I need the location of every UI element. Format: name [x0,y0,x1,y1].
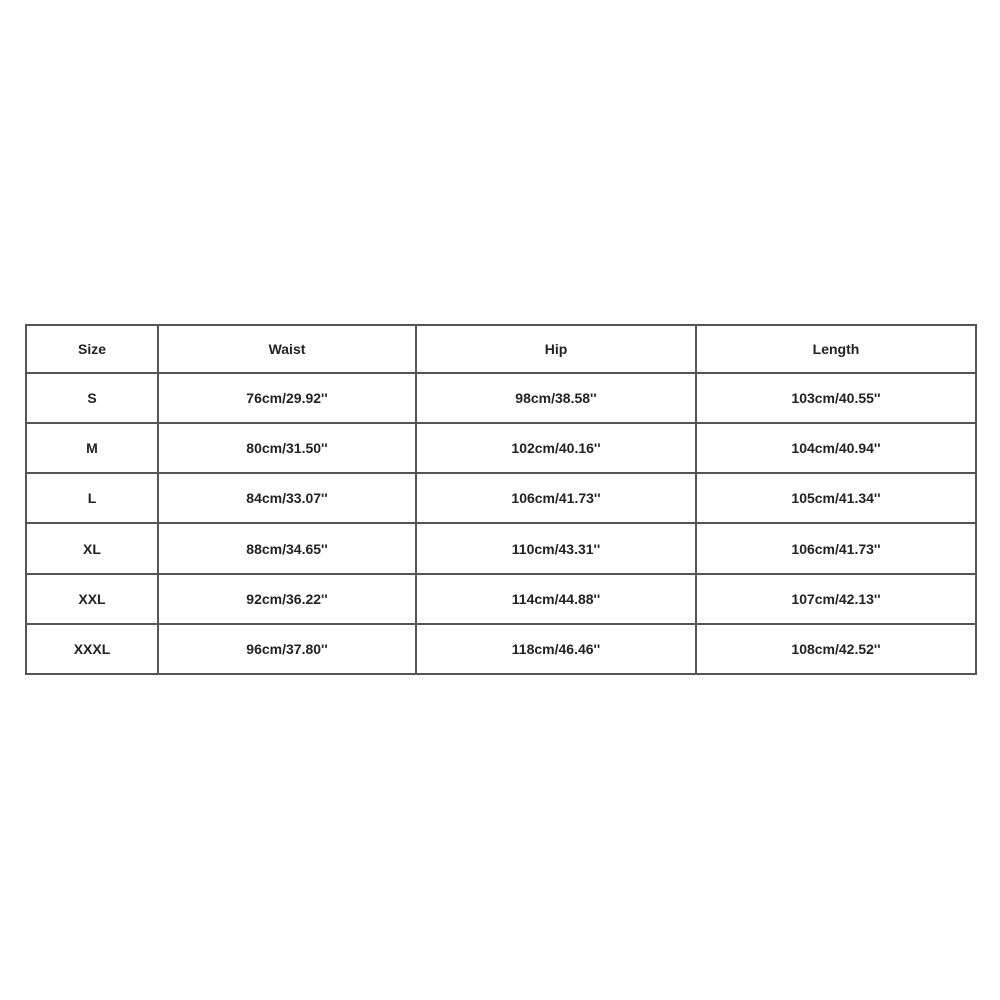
header-length: Length [696,325,976,373]
cell-size: L [26,473,158,523]
cell-hip: 114cm/44.88'' [416,574,696,624]
cell-length: 104cm/40.94'' [696,423,976,473]
cell-waist: 80cm/31.50'' [158,423,416,473]
cell-waist: 76cm/29.92'' [158,373,416,423]
cell-hip: 106cm/41.73'' [416,473,696,523]
cell-waist: 92cm/36.22'' [158,574,416,624]
table-header-row [26,325,976,373]
cell-waist: 88cm/34.65'' [158,523,416,573]
table-row [26,574,976,624]
cell-length: 106cm/41.73'' [696,523,976,573]
table-row [26,473,976,523]
cell-hip: 118cm/46.46'' [416,624,696,674]
cell-hip: 98cm/38.58'' [416,373,696,423]
cell-waist: 96cm/37.80'' [158,624,416,674]
table-row [26,373,976,423]
table-row [26,523,976,573]
header-size: Size [26,325,158,373]
cell-length: 108cm/42.52'' [696,624,976,674]
cell-size: S [26,373,158,423]
size-chart-table [25,324,977,675]
cell-size: XL [26,523,158,573]
cell-waist: 84cm/33.07'' [158,473,416,523]
cell-length: 107cm/42.13'' [696,574,976,624]
table-row [26,423,976,473]
cell-size: XXL [26,574,158,624]
cell-size: M [26,423,158,473]
cell-length: 105cm/41.34'' [696,473,976,523]
table-row [26,624,976,674]
cell-hip: 102cm/40.16'' [416,423,696,473]
header-waist: Waist [158,325,416,373]
cell-size: XXXL [26,624,158,674]
cell-length: 103cm/40.55'' [696,373,976,423]
header-hip: Hip [416,325,696,373]
cell-hip: 110cm/43.31'' [416,523,696,573]
